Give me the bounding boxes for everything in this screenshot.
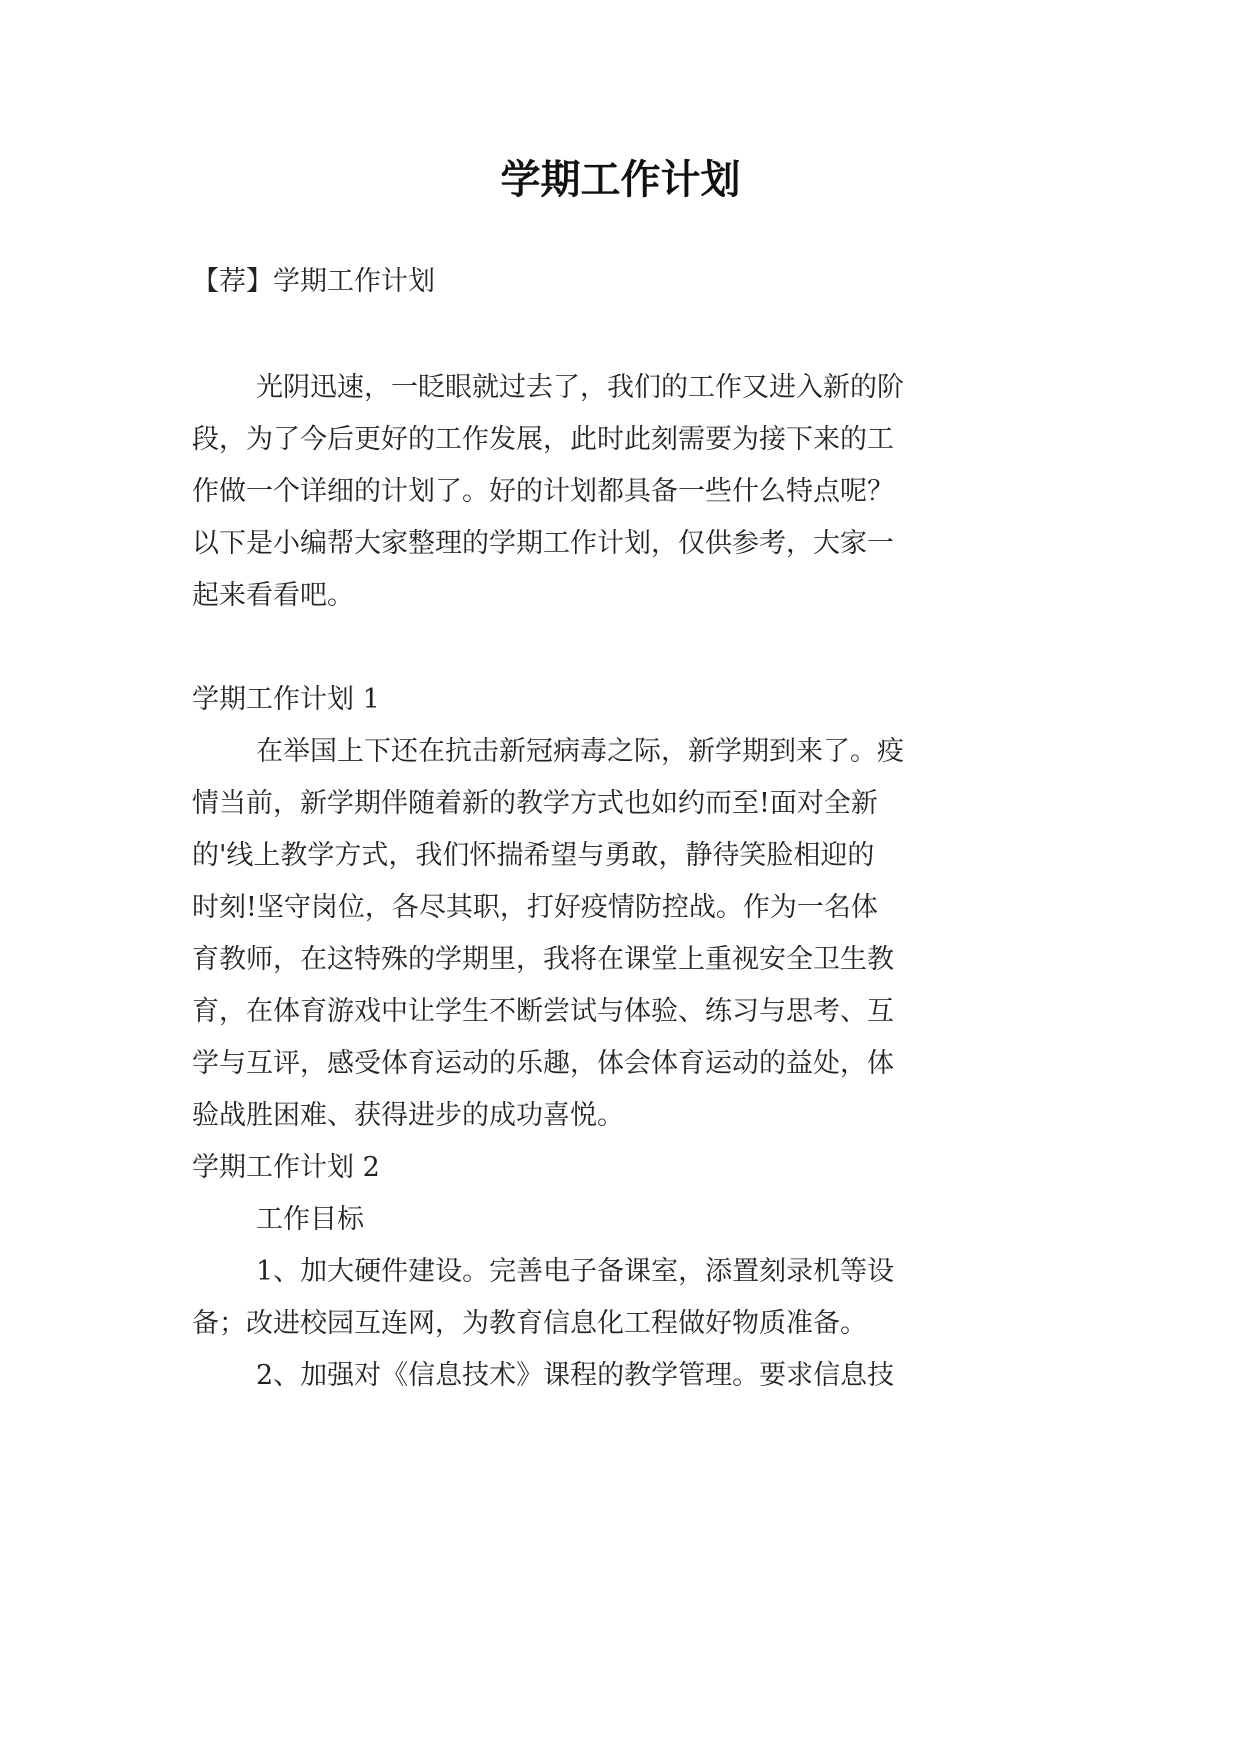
intro-line: 光阴迅速，一眨眼就过去了，我们的工作又进入新的阶 — [256, 372, 904, 403]
section1-line: 验战胜困难、获得进步的成功喜悦。 — [192, 1100, 624, 1131]
intro-line: 以下是小编帮大家整理的学期工作计划，仅供参考，大家一 — [192, 528, 894, 559]
section1-line: 育教师，在这特殊的学期里，我将在课堂上重视安全卫生教 — [192, 944, 894, 975]
intro-line: 作做一个详细的计划了。好的计划都具备一些什么特点呢？ — [192, 476, 894, 507]
section-heading: 学期工作计划 1 — [192, 684, 380, 715]
section2-item1-line: 1、加大硬件建设。完善电子备课室，添置刻录机等设 — [256, 1256, 895, 1287]
section1-line: 时刻!坚守岗位，各尽其职，打好疫情防控战。作为一名体 — [192, 892, 878, 923]
section2-item2-line: 2、加强对《信息技术》课程的教学管理。要求信息技 — [256, 1360, 895, 1391]
section1-line: 的'线上教学方式，我们怀揣希望与勇敢，静待笑脸相迎的 — [192, 840, 875, 871]
section1-line: 在举国上下还在抗击新冠病毒之际，新学期到来了。疫 — [256, 736, 904, 767]
section2-subheading: 工作目标 — [256, 1204, 364, 1235]
section1-line: 情当前，新学期伴随着新的教学方式也如约而至!面对全新 — [192, 788, 878, 819]
section2-item1-line: 备；改进校园互连网，为教育信息化工程做好物质准备。 — [192, 1308, 867, 1339]
section1-line: 学与互评，感受体育运动的乐趣，体会体育运动的益处，体 — [192, 1048, 894, 1079]
section1-line: 育，在体育游戏中让学生不断尝试与体验、练习与思考、互 — [192, 996, 894, 1027]
document-subtitle: 【荐】学期工作计划 — [192, 266, 435, 297]
document-title: 学期工作计划 — [500, 157, 741, 203]
section-heading: 学期工作计划 2 — [192, 1152, 380, 1183]
intro-line: 段，为了今后更好的工作发展，此时此刻需要为接下来的工 — [192, 424, 894, 455]
intro-line: 起来看看吧。 — [192, 580, 354, 611]
